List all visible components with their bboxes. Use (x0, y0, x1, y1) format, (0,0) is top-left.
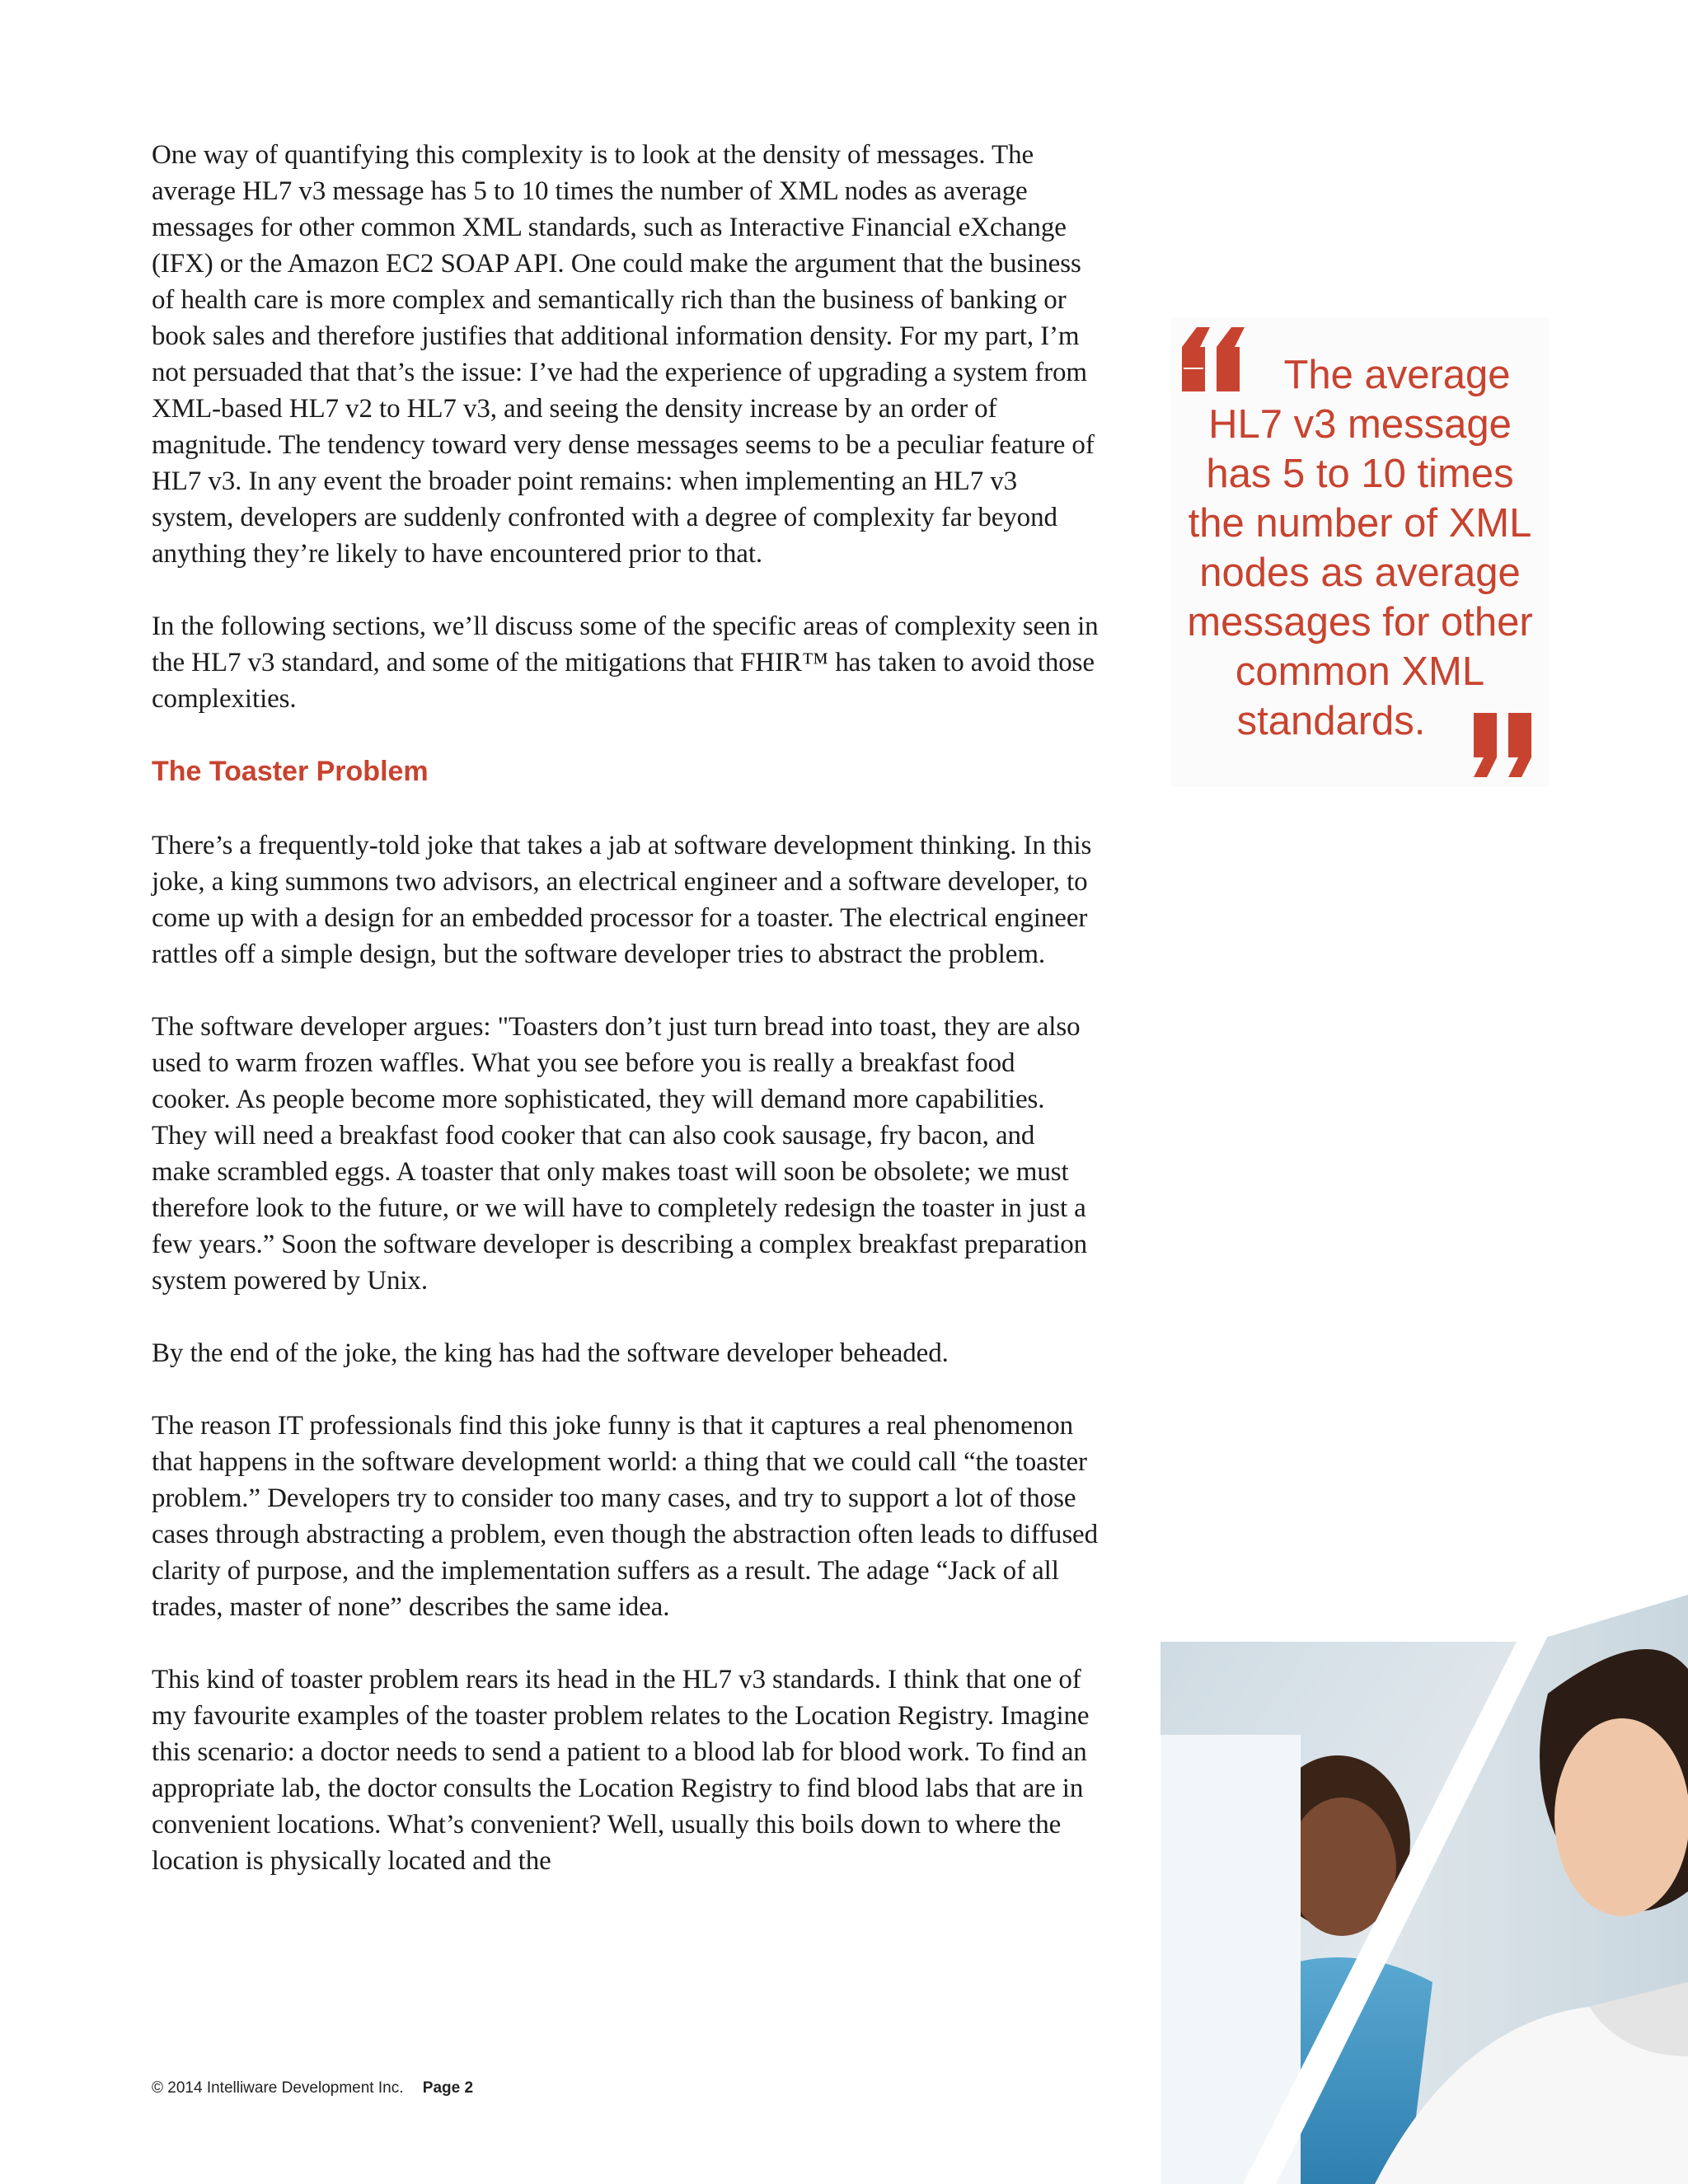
pull-quote-line: has 5 to 10 times (1206, 452, 1514, 496)
copyright-text: © 2014 Intelliware Development Inc. (152, 2079, 404, 2097)
page-number: Page 2 (422, 2079, 474, 2097)
paragraph-sections-intro: In the following sections, we’ll discuss some of the specific areas of complexity seen in the HL7 v3 standard, and some of the mitigations that FHIR™ has taken to avoid those complexities. (152, 612, 1099, 714)
paragraph-joke-intro: There’s a frequently-told joke that takes a jab at software development thinking. In this joke, a king summons two advisors, an electrical engineer and a software developer, to come up with a design for an embedded processor for a toaster. The electrical engineer rattles off a simple design, but the software developer tries to abstract the problem. (152, 831, 1092, 969)
pull-quote-line: messages for other (1187, 600, 1533, 644)
pull-quote-text (1170, 350, 1550, 746)
paragraph-location-registry: This kind of toaster problem rears its head in the HL7 v3 standards. I think that one of my favourite examples of the toaster problem relates to the Location Registry. Imagine this scenario: a doctor needs to send a patient to a blood lab for blood work. To find an appropriate lab, the doctor consults the Location Registry to find blood labs that are in convenient locations. What’s convenient? Well, usually this boils down to where the location is physically located and the (152, 1665, 1090, 1876)
pull-quote-line: nodes as average (1199, 551, 1521, 595)
pull-quote-line: HL7 v3 message (1208, 402, 1512, 447)
section-heading: The Toaster Problem (152, 756, 429, 787)
pull-quote-line: common XML (1235, 649, 1485, 694)
paragraph-it-professionals: The reason IT professionals find this joke funny is that it captures a real phenomenon that happens in the software development world: a thing that we could call “the toaster problem.” Developers try to consider too many cases, and try to support a lot of those cases through abstracting a problem, even though the abstraction often leads to diffused clarity of purpose, and the implementation suffers as a result. The adage “Jack of all trades, master of none” describes the same idea. (152, 1411, 1099, 1622)
paragraph-density: One way of quantifying this complexity is to look at the density of messages. The average HL7 v3 message has 5 to 10 times the number of XML nodes as average messages for other common XML standards, such as Interactive Financial eXchange (IFX) or the Amazon EC2 SOAP API. One could make the argument that the business of health care is more complex and semantically rich than the business of banking or book sales and therefore justifies that additional information density. For my part, I’m not persuaded that that’s the issue: I’ve had the experience of upgrading a system from XML-based HL7 v2 to HL7 v3, and seeing the density increase by an order of magnitude. The tendency toward very dense messages seems to be a peculiar feature of HL7 v3. In any event the broader point remains: when implementing an HL7 v3 system, developers are suddenly confronted with a degree of complexity far beyond anything they’re likely to have encountered prior to that. (152, 140, 1095, 569)
doctors-photo (1160, 1595, 1688, 2184)
main-text-column (152, 137, 1100, 1915)
close-quote-icon (1474, 713, 1540, 777)
paragraph-developer-argues: The software developer argues: "Toasters don’t just turn bread into toast, they are also used to warm frozen waffles. What you see before you is really a breakfast food cooker. As people become more sophisticated, they will demand more capabilities. They will need a breakfast food cooker that can also cook sausage, fry bacon, and make scrambled eggs. A toaster that only makes toast will soon be obsolete; we must therefore look to the future, or we will have to completely redesign the toaster in just a few years.” Soon the software developer is describing a complex breakfast preparation system powered by Unix. (152, 1012, 1088, 1296)
pull-quote-line: The average (1283, 353, 1511, 397)
pull-quote (1170, 317, 1550, 787)
paragraph-beheaded: By the end of the joke, the king has had the software developer beheaded. (152, 1338, 949, 1368)
page-footer (152, 2079, 473, 2097)
pull-quote-line: the number of XML (1188, 501, 1532, 546)
pull-quote-line: standards. (1236, 699, 1426, 743)
